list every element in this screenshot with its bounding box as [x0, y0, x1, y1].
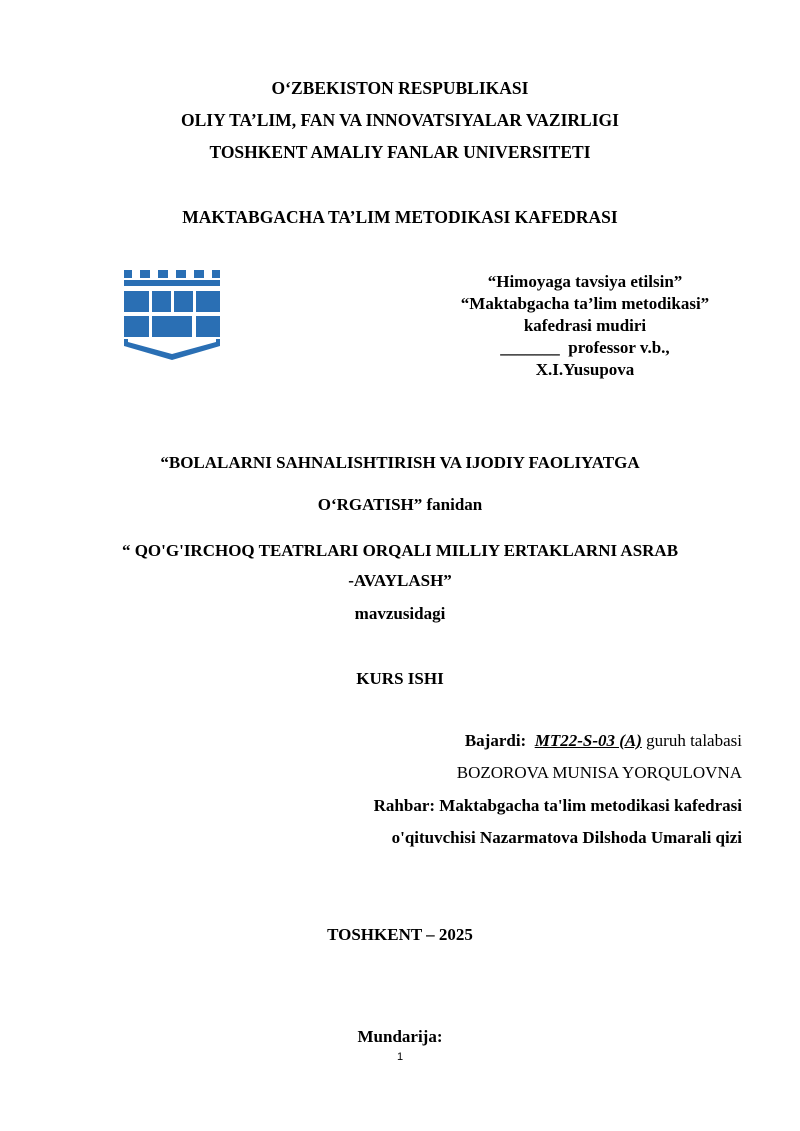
topic-line-2: -AVAYLASH”	[348, 571, 452, 590]
university-shield-logo	[122, 270, 222, 360]
approval-signature-line	[430, 337, 740, 358]
performer-label: Bajardi:	[464, 731, 527, 750]
performer-line	[465, 731, 742, 751]
ministry-heading: OLIY TA’LIM, FAN VA INNOVATSIYALAR VAZIRLIGI	[181, 110, 619, 130]
university-heading: TOSHKENT AMALIY FANLAR UNIVERSITETI	[209, 142, 591, 162]
subject-line-1: “BOLALARNI SAHNALISHTIRISH VA IJODIY FAOLIYATGA	[160, 453, 640, 472]
group-code: MT22-S-03 (A)	[534, 731, 642, 750]
topic-line-1: “ QO'G'IRCHOQ TEATRLARI ORQALI MILLIY ERTAKLARNI ASRAB	[121, 541, 679, 560]
approval-line-3: kafedrasi mudiri	[523, 316, 647, 335]
republic-heading: O‘ZBEKISTON RESPUBLIKASI	[271, 78, 529, 98]
work-type-title: KURS ISHI	[356, 669, 444, 688]
supervisor-line-1: Rahbar: Maktabgacha ta'lim metodikasi kafedrasi	[373, 796, 742, 815]
approver-position: professor v.b.,	[568, 338, 670, 357]
approval-line-1: “Himoyaga tavsiya etilsin”	[487, 272, 683, 291]
page-number: 1	[396, 1051, 404, 1063]
approval-line-2: “Maktabgacha ta’lim metodikasi”	[460, 294, 710, 313]
signature-blank: _______	[500, 338, 560, 357]
city-year: TOSHKENT – 2025	[327, 925, 473, 944]
department-heading: MAKTABGACHA TA’LIM METODIKASI KAFEDRASI	[182, 207, 618, 227]
contents-title: Mundarija:	[357, 1027, 443, 1046]
subject-line-2: O‘RGATISH” fanidan	[317, 495, 483, 514]
performer-suffix: guruh talabasi	[646, 731, 742, 750]
supervisor-line-2: o'qituvchisi Nazarmatova Dilshoda Umarali qizi	[391, 828, 742, 847]
approver-name: X.I.Yusupova	[535, 360, 635, 379]
student-name: BOZOROVA MUNISA YORQULOVNA	[456, 763, 742, 782]
topic-line-3: mavzusidagi	[354, 604, 446, 623]
